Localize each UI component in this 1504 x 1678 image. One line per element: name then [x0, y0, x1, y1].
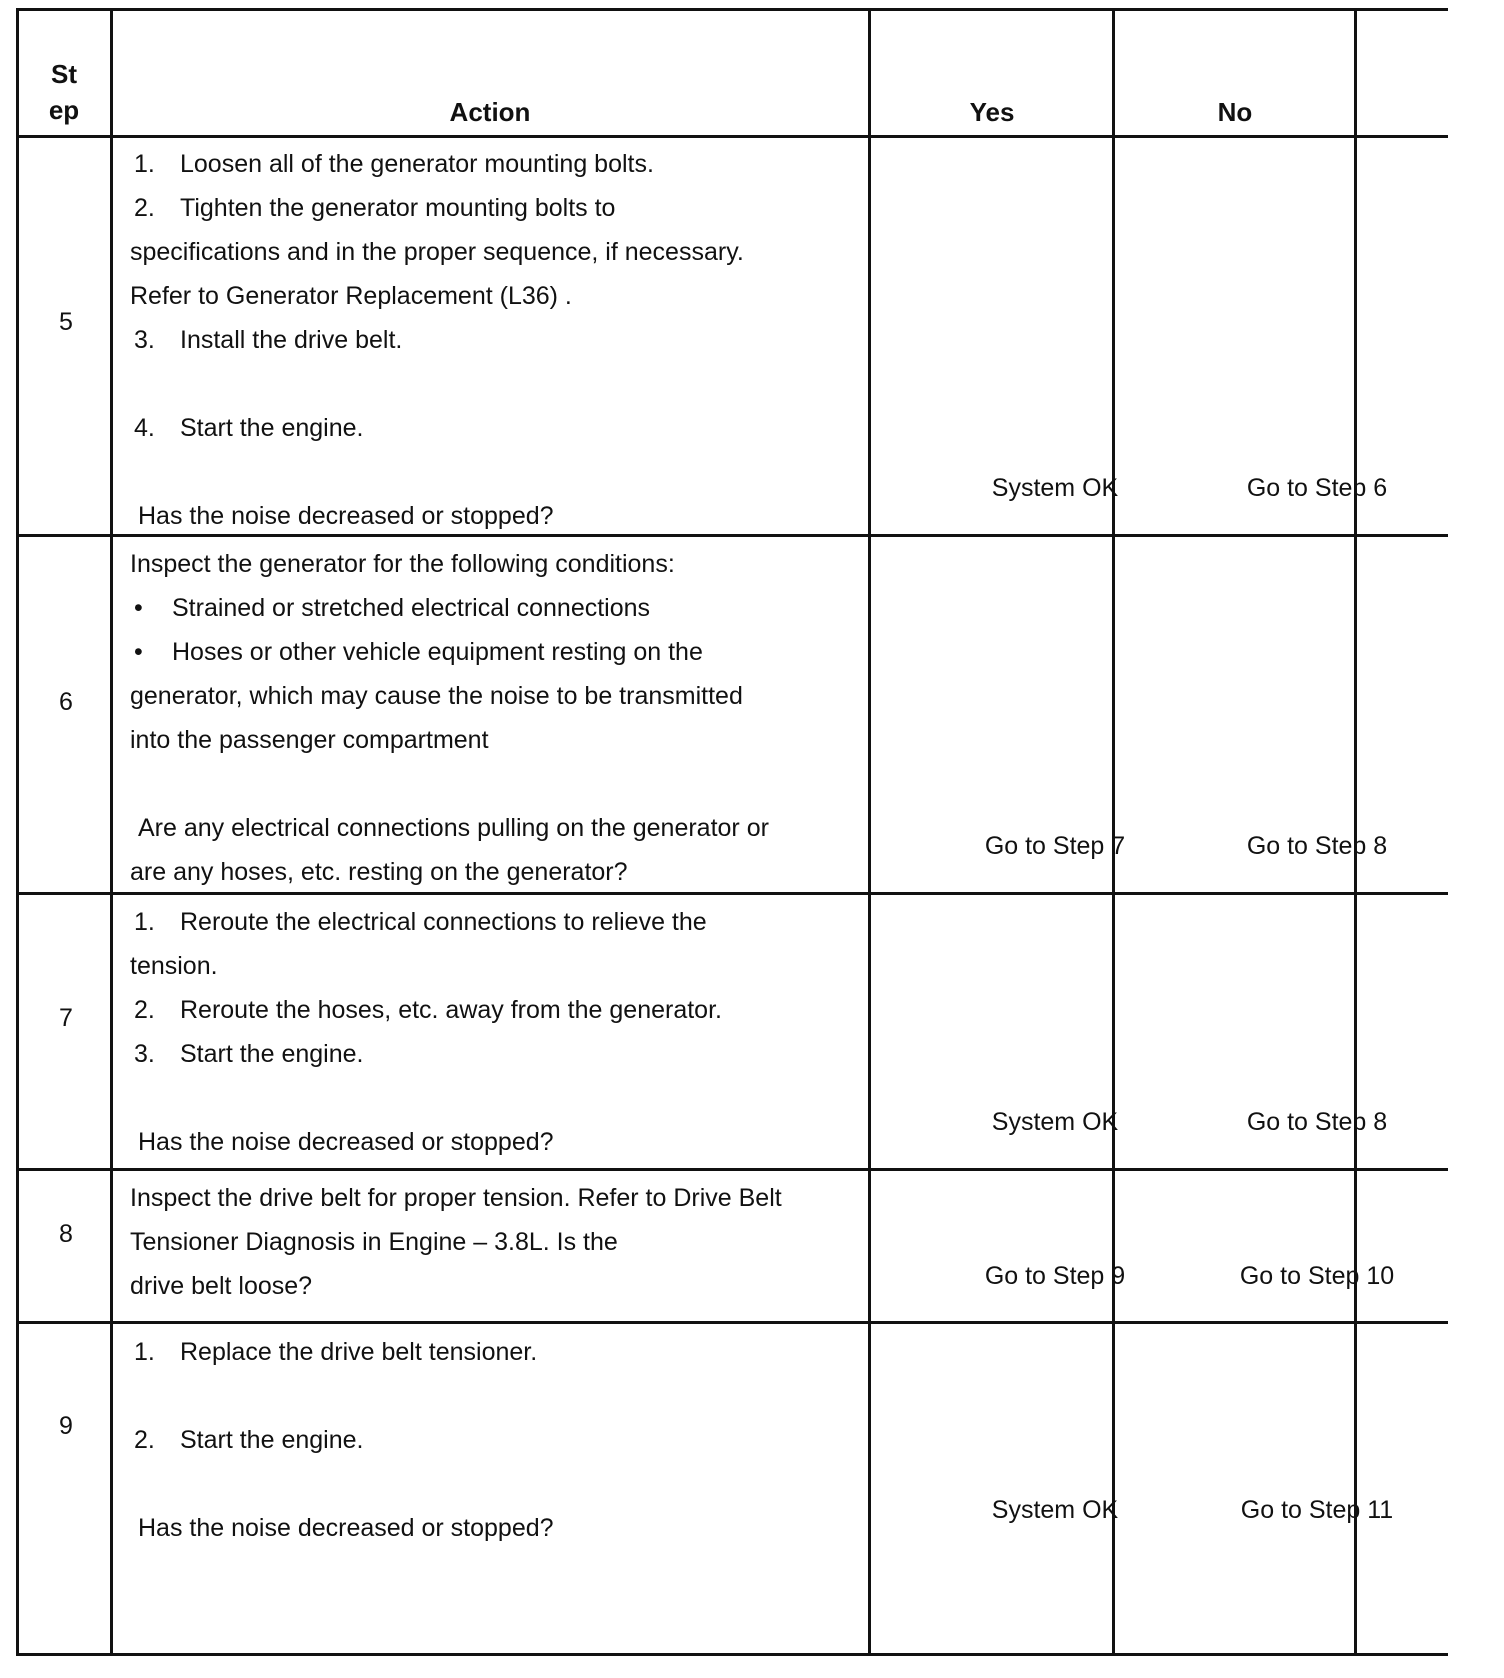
header-step-line1: St [51, 59, 77, 89]
step-number: 5 [59, 308, 73, 336]
step-number: 6 [59, 688, 73, 716]
action-cell [130, 1176, 910, 1308]
action-line [130, 1418, 910, 1462]
action-cell [130, 900, 910, 1164]
list-number: 2. [134, 194, 155, 222]
no-result: Go to Step 8 [1246, 832, 1388, 860]
action-question: Are any electrical connections pulling on the generator or [138, 814, 769, 842]
action-line: specifications and in the proper sequence, if necessary. [130, 238, 744, 266]
header-step [16, 56, 112, 128]
action-cell [130, 542, 910, 894]
step-number: 9 [59, 1412, 73, 1440]
column-rule [110, 8, 113, 1656]
diagnostic-table [16, 8, 1448, 1656]
action-text: Tighten the generator mounting bolts to [180, 194, 616, 222]
row-rule [16, 1168, 1448, 1171]
action-text: Start the engine. [180, 414, 364, 442]
table-border-top [16, 8, 1448, 11]
action-line: Refer to Generator Replacement (L36) . [130, 282, 572, 310]
action-question: Has the noise decreased or stopped? [138, 1514, 554, 1542]
action-text: Replace the drive belt tensioner. [180, 1338, 538, 1366]
header-step-line2: ep [48, 95, 80, 125]
action-text: Hoses or other vehicle equipment resting on the [172, 638, 703, 666]
action-text: Strained or stretched electrical connections [172, 594, 651, 622]
no-result: Go to Step 6 [1246, 474, 1388, 502]
action-text: Start the engine. [180, 1040, 364, 1068]
action-line [130, 1032, 910, 1076]
action-line: Tensioner Diagnosis in Engine – 3.8L. Is the [130, 1228, 618, 1256]
action-line [130, 186, 910, 230]
action-line [130, 318, 910, 362]
action-line: generator, which may cause the noise to be transmitted [130, 682, 743, 710]
yes-result: System OK [991, 1108, 1119, 1136]
action-question: Has the noise decreased or stopped? [138, 502, 554, 530]
action-text: Reroute the electrical connections to relieve the [180, 908, 707, 936]
action-line [130, 586, 910, 630]
list-number: 2. [134, 1426, 155, 1454]
action-line: Inspect the generator for the following conditions: [130, 550, 675, 578]
action-line [130, 142, 910, 186]
list-number: 2. [134, 996, 155, 1024]
list-number: 3. [134, 1040, 155, 1068]
action-cell [130, 142, 910, 538]
no-result: Go to Step 10 [1239, 1262, 1395, 1290]
action-cell [130, 1330, 910, 1550]
action-line [130, 406, 910, 450]
step-number: 7 [59, 1004, 73, 1032]
list-number: 4. [134, 414, 155, 442]
action-line: into the passenger compartment [130, 726, 489, 754]
header-no: No [1217, 97, 1253, 127]
action-text: Reroute the hoses, etc. away from the generator. [180, 996, 722, 1024]
action-text: Loosen all of the generator mounting bolts. [180, 150, 654, 178]
action-line [130, 988, 910, 1032]
action-line [130, 1330, 910, 1374]
action-line: Inspect the drive belt for proper tension. Refer to Drive Belt [130, 1184, 782, 1212]
yes-result: Go to Step 7 [984, 832, 1126, 860]
yes-result: Go to Step 9 [984, 1262, 1126, 1290]
bullet-icon: • [134, 594, 143, 622]
step-number: 8 [59, 1220, 73, 1248]
action-line: drive belt loose? [130, 1272, 313, 1300]
list-number: 1. [134, 150, 155, 178]
action-text: Install the drive belt. [180, 326, 403, 354]
list-number: 3. [134, 326, 155, 354]
table-border-left [16, 8, 19, 1656]
action-question: are any hoses, etc. resting on the generator? [130, 858, 628, 886]
table-border-bottom [16, 1653, 1448, 1656]
action-question: Has the noise decreased or stopped? [138, 1128, 554, 1156]
yes-result: System OK [991, 474, 1119, 502]
action-line [130, 900, 910, 944]
no-result: Go to Step 11 [1240, 1496, 1394, 1524]
header-action: Action [449, 97, 531, 127]
yes-result: System OK [991, 1496, 1119, 1524]
list-number: 1. [134, 1338, 155, 1366]
bullet-icon: • [134, 638, 143, 666]
header-rule [16, 135, 1448, 138]
action-line [130, 630, 910, 674]
list-number: 1. [134, 908, 155, 936]
action-line: tension. [130, 952, 218, 980]
action-text: Start the engine. [180, 1426, 364, 1454]
row-rule [16, 1321, 1448, 1324]
no-result: Go to Step 8 [1246, 1108, 1388, 1136]
header-yes: Yes [969, 97, 1015, 127]
